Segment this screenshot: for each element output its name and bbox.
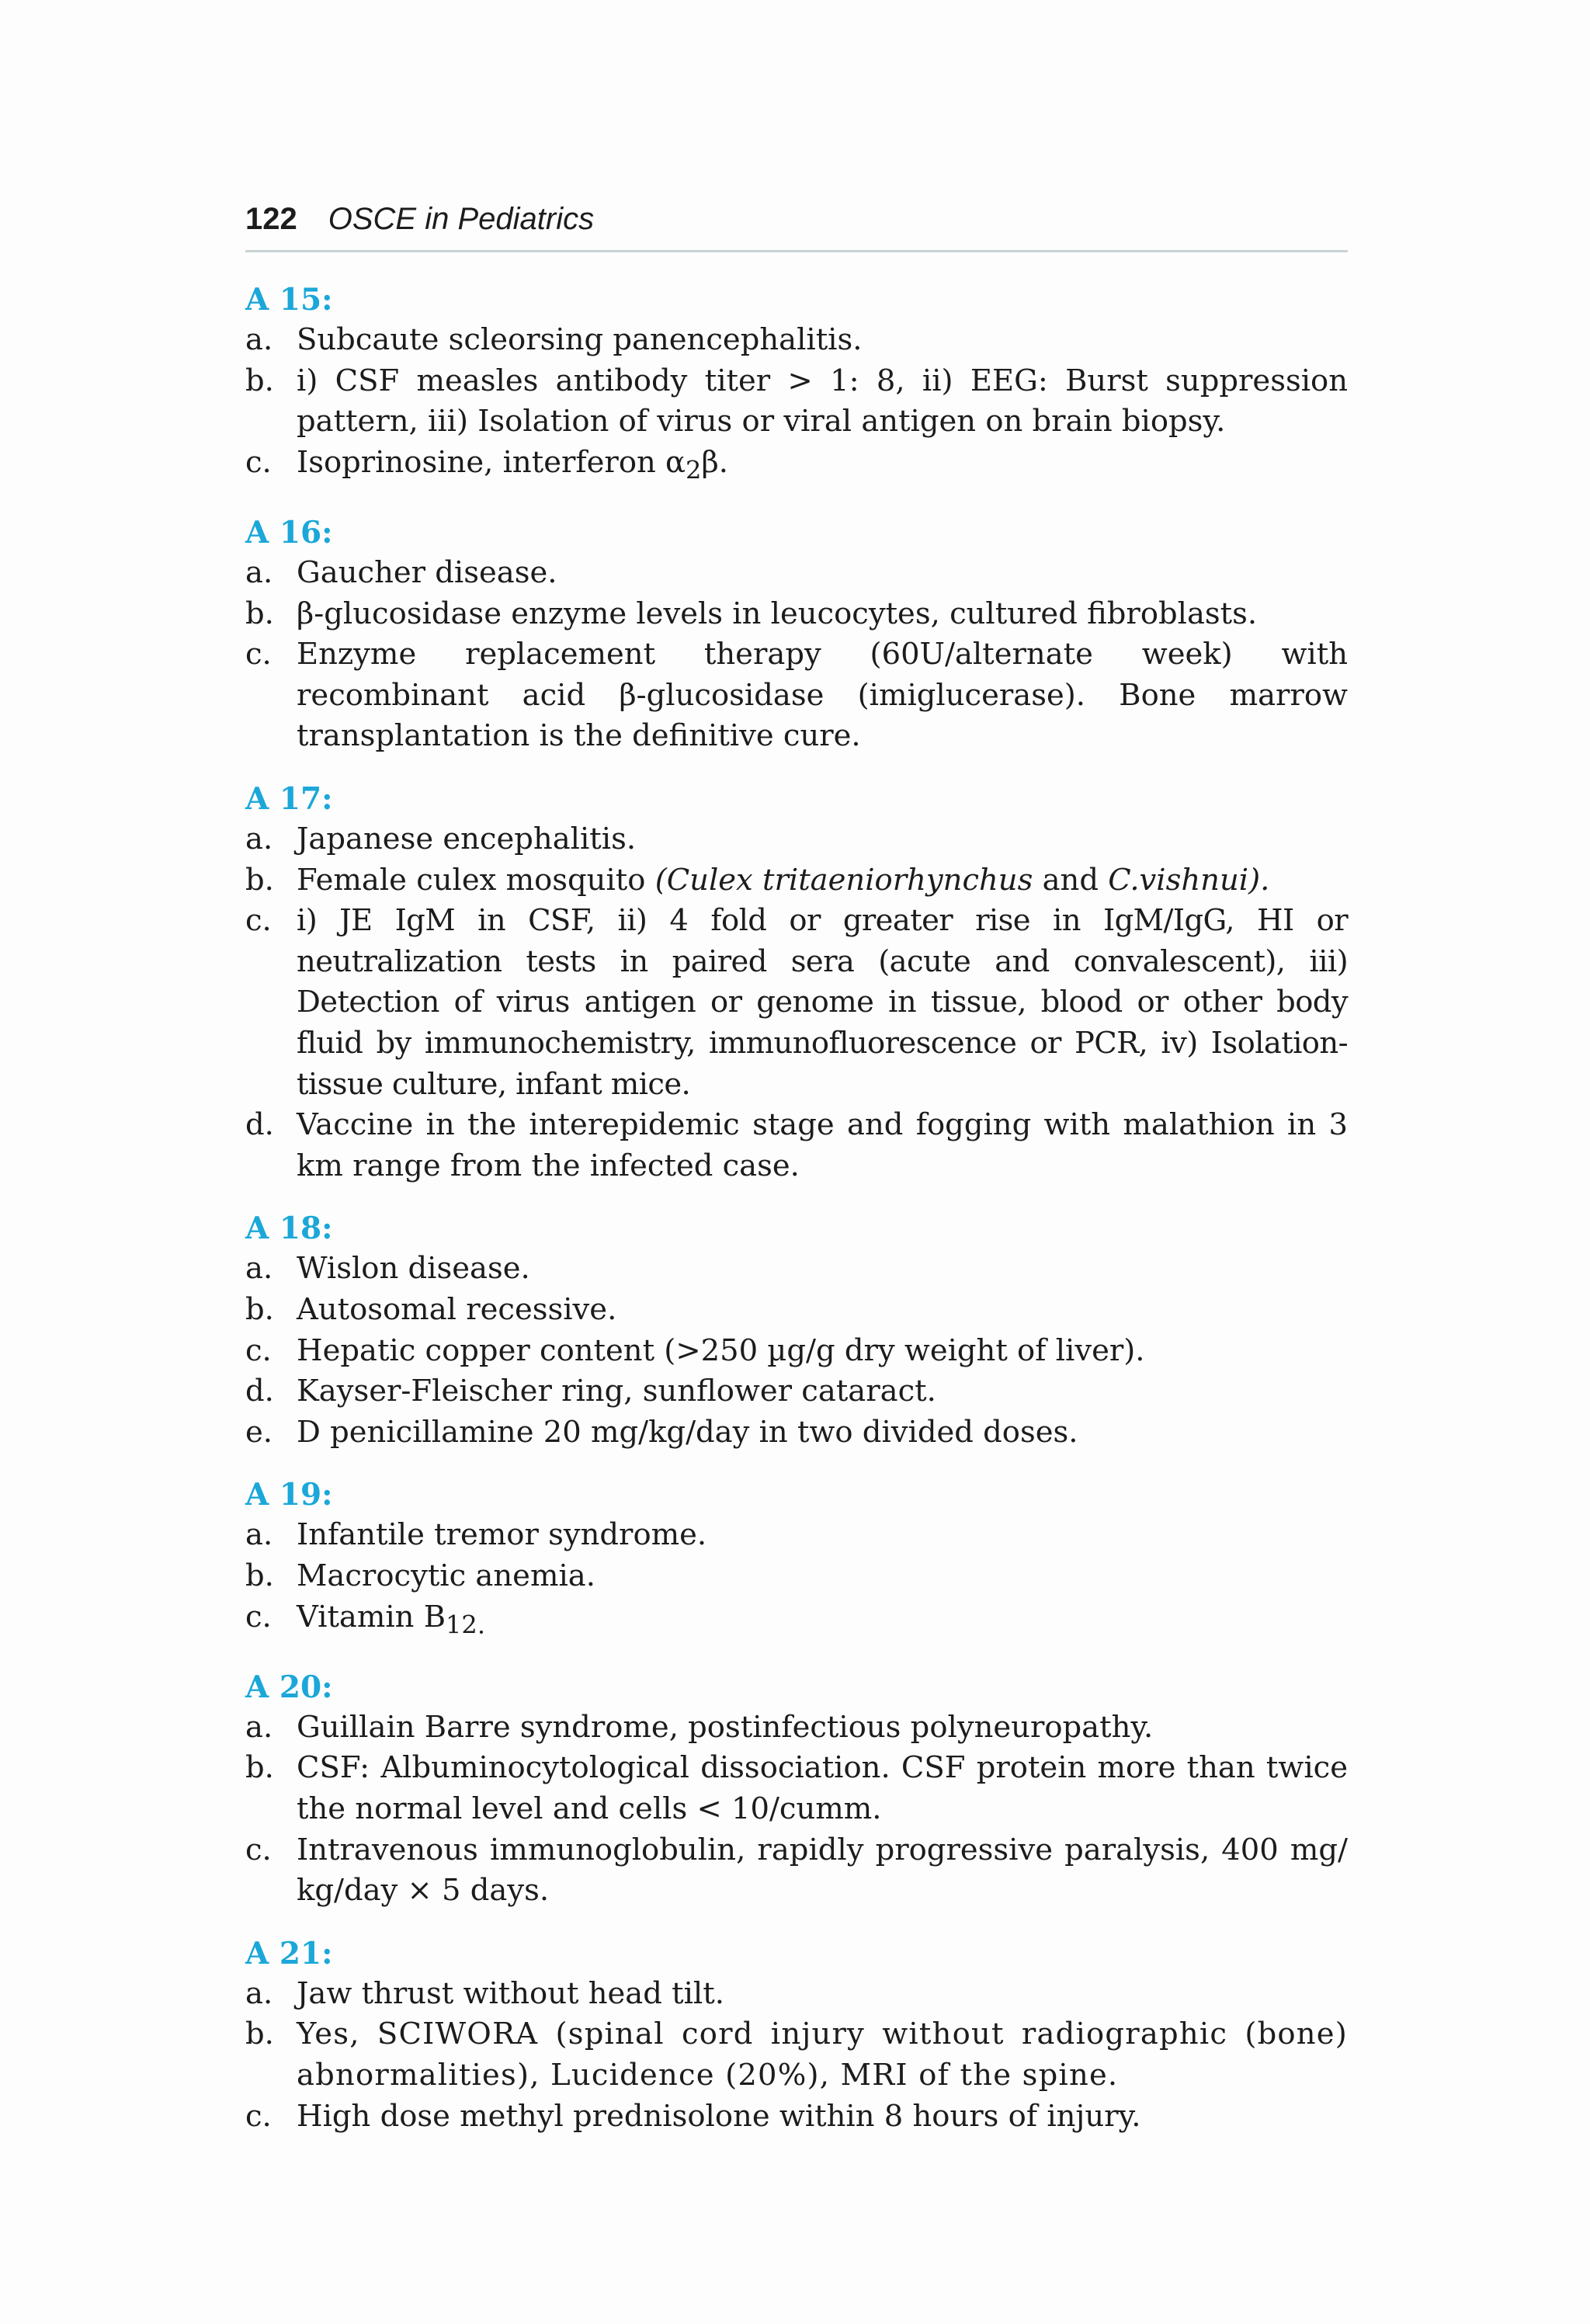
item-letter: b.	[245, 1558, 274, 1593]
item-letter: c.	[245, 1332, 272, 1368]
list-item	[245, 1830, 1348, 1912]
list-item	[245, 1412, 1348, 1454]
item-text: D penicillamine 20 mg/kg/day in two divided doses.	[297, 1414, 1078, 1450]
book-title: OSCE in Pediatrics	[328, 202, 595, 236]
item-text-part: and	[1033, 862, 1109, 898]
answer-heading: A 21:	[245, 1935, 333, 1971]
list-item	[245, 1515, 1348, 1556]
item-text-italic: C.vishnui).	[1108, 862, 1270, 898]
item-text: CSF: Albuminocytological dissociation. CSF protein more than twice the normal level and cells < 10/cumm.	[297, 1750, 1348, 1826]
answer-18	[245, 1208, 1348, 1453]
answer-17	[245, 779, 1348, 1186]
item-letter: b.	[245, 1750, 274, 1786]
item-text-part: Isoprinosine, interferon α	[297, 444, 686, 480]
item-text-part: Female culex mosquito	[297, 862, 655, 898]
answer-heading: A 16:	[245, 515, 333, 551]
item-letter: b.	[245, 1291, 274, 1327]
item-letter: b.	[245, 862, 274, 898]
answer-heading: A 17:	[245, 781, 333, 818]
item-letter: c.	[245, 637, 272, 672]
answer-15	[245, 280, 1348, 491]
list-item	[245, 1371, 1348, 1412]
item-text: Enzyme replacement therapy (60U/alternate week) with recombinant acid β-glucosidase (imiglucerase). Bone marrow transplantation is the definitive cure.	[297, 637, 1348, 754]
item-text-italic: (Culex tritaeniorhynchus	[654, 862, 1033, 898]
item-text-part: β.	[701, 444, 728, 480]
list-item	[245, 443, 1348, 491]
item-text: Jaw thrust without head tilt.	[297, 1975, 724, 2011]
list-item	[245, 553, 1348, 594]
list-item	[245, 1249, 1348, 1290]
answer-20	[245, 1667, 1348, 1912]
list-item	[245, 1974, 1348, 2015]
item-text: Hepatic copper content (>250 µg/g dry weight of liver).	[297, 1332, 1145, 1368]
item-letter: d.	[245, 1107, 274, 1143]
running-head	[245, 196, 1348, 252]
answer-heading: A 18:	[245, 1211, 333, 1247]
list-item	[245, 1748, 1348, 1829]
item-letter: a.	[245, 555, 273, 591]
item-text: Infantile tremor syndrome.	[297, 1517, 707, 1553]
answer-heading: A 15:	[245, 282, 333, 318]
item-letter: b.	[245, 363, 274, 398]
item-text: Gaucher disease.	[297, 555, 557, 591]
item-letter: c.	[245, 1599, 272, 1634]
item-letter: a.	[245, 1709, 273, 1745]
page-number: 122	[245, 202, 297, 236]
list-item	[245, 1290, 1348, 1331]
list-item	[245, 594, 1348, 635]
item-letter: c.	[245, 1832, 272, 1867]
list-item	[245, 634, 1348, 757]
item-text	[297, 443, 1348, 491]
item-text: Macrocytic anemia.	[297, 1558, 595, 1593]
list-item	[245, 2096, 1348, 2138]
answer-16	[245, 512, 1348, 757]
item-text: i) CSF measles antibody titer > 1: 8, ii) EEG: Burst suppression pattern, iii) Isolation of virus or viral antigen on brain biopsy.	[297, 363, 1348, 439]
item-text: Vaccine in the interepidemic stage and fogging with malathion in 3 km range from the infected case.	[297, 1107, 1348, 1183]
answer-heading: A 20:	[245, 1669, 333, 1705]
item-letter: a.	[245, 322, 273, 357]
item-letter: d.	[245, 1374, 274, 1409]
item-text-part: Vitamin B	[297, 1599, 446, 1634]
item-letter: a.	[245, 1251, 273, 1287]
item-letter: e.	[245, 1414, 273, 1450]
item-text: Intravenous immunoglobulin, rapidly progressive paralysis, 400 mg/ kg/day × 5 days.	[297, 1832, 1348, 1909]
item-text: Yes, SCIWORA (spinal cord injury without radiographic (bone) abnormalities), Lucidence (20%), MRI of the spine.	[297, 2017, 1348, 2093]
item-text: High dose methyl prednisolone within 8 hours of injury.	[297, 2098, 1141, 2134]
list-item	[245, 1556, 1348, 1597]
answer-list	[245, 280, 1348, 2159]
item-letter: b.	[245, 596, 274, 631]
list-item	[245, 1105, 1348, 1186]
item-text: Guillain Barre syndrome, postinfectious polyneuropathy.	[297, 1709, 1154, 1745]
item-text: Autosomal recessive.	[297, 1291, 617, 1327]
list-item	[245, 901, 1348, 1105]
item-text: Japanese encephalitis.	[297, 822, 637, 857]
item-letter: c.	[245, 2098, 272, 2134]
list-item	[245, 1331, 1348, 1372]
item-subscript: 12.	[446, 1610, 486, 1640]
list-item	[245, 320, 1348, 361]
answer-21	[245, 1933, 1348, 2137]
item-letter: a.	[245, 822, 273, 857]
item-letter: a.	[245, 1517, 273, 1553]
item-letter: c.	[245, 903, 272, 939]
answer-19	[245, 1475, 1348, 1645]
item-text: Wislon disease.	[297, 1251, 530, 1287]
list-item	[245, 361, 1348, 443]
item-text: β-glucosidase enzyme levels in leucocytes, cultured fibroblasts.	[297, 596, 1258, 631]
list-item	[245, 819, 1348, 860]
item-letter: c.	[245, 444, 272, 480]
item-text: i) JE IgM in CSF, ii) 4 fold or greater rise in IgM/IgG, HI or neutralization tests in paired sera (acute and convalescent), iii) Detection of virus antigen or genome in tissue, blood or other body fluid by immunochemistry, immunofluorescence or PCR, iv) Isolation-tissue culture, infant mice.	[297, 903, 1348, 1102]
list-item	[245, 860, 1348, 901]
item-letter: a.	[245, 1975, 273, 2011]
list-item	[245, 1707, 1348, 1749]
item-text	[297, 1597, 1348, 1645]
item-text	[297, 860, 1348, 901]
item-text: Subcaute scleorsing panencephalitis.	[297, 322, 863, 357]
item-text: Kayser-Fleischer ring, sunflower cataract.	[297, 1374, 936, 1409]
list-item	[245, 2014, 1348, 2096]
answer-heading: A 19:	[245, 1477, 333, 1513]
list-item	[245, 1597, 1348, 1645]
item-subscript: 2	[686, 455, 702, 485]
item-letter: b.	[245, 2017, 274, 2052]
